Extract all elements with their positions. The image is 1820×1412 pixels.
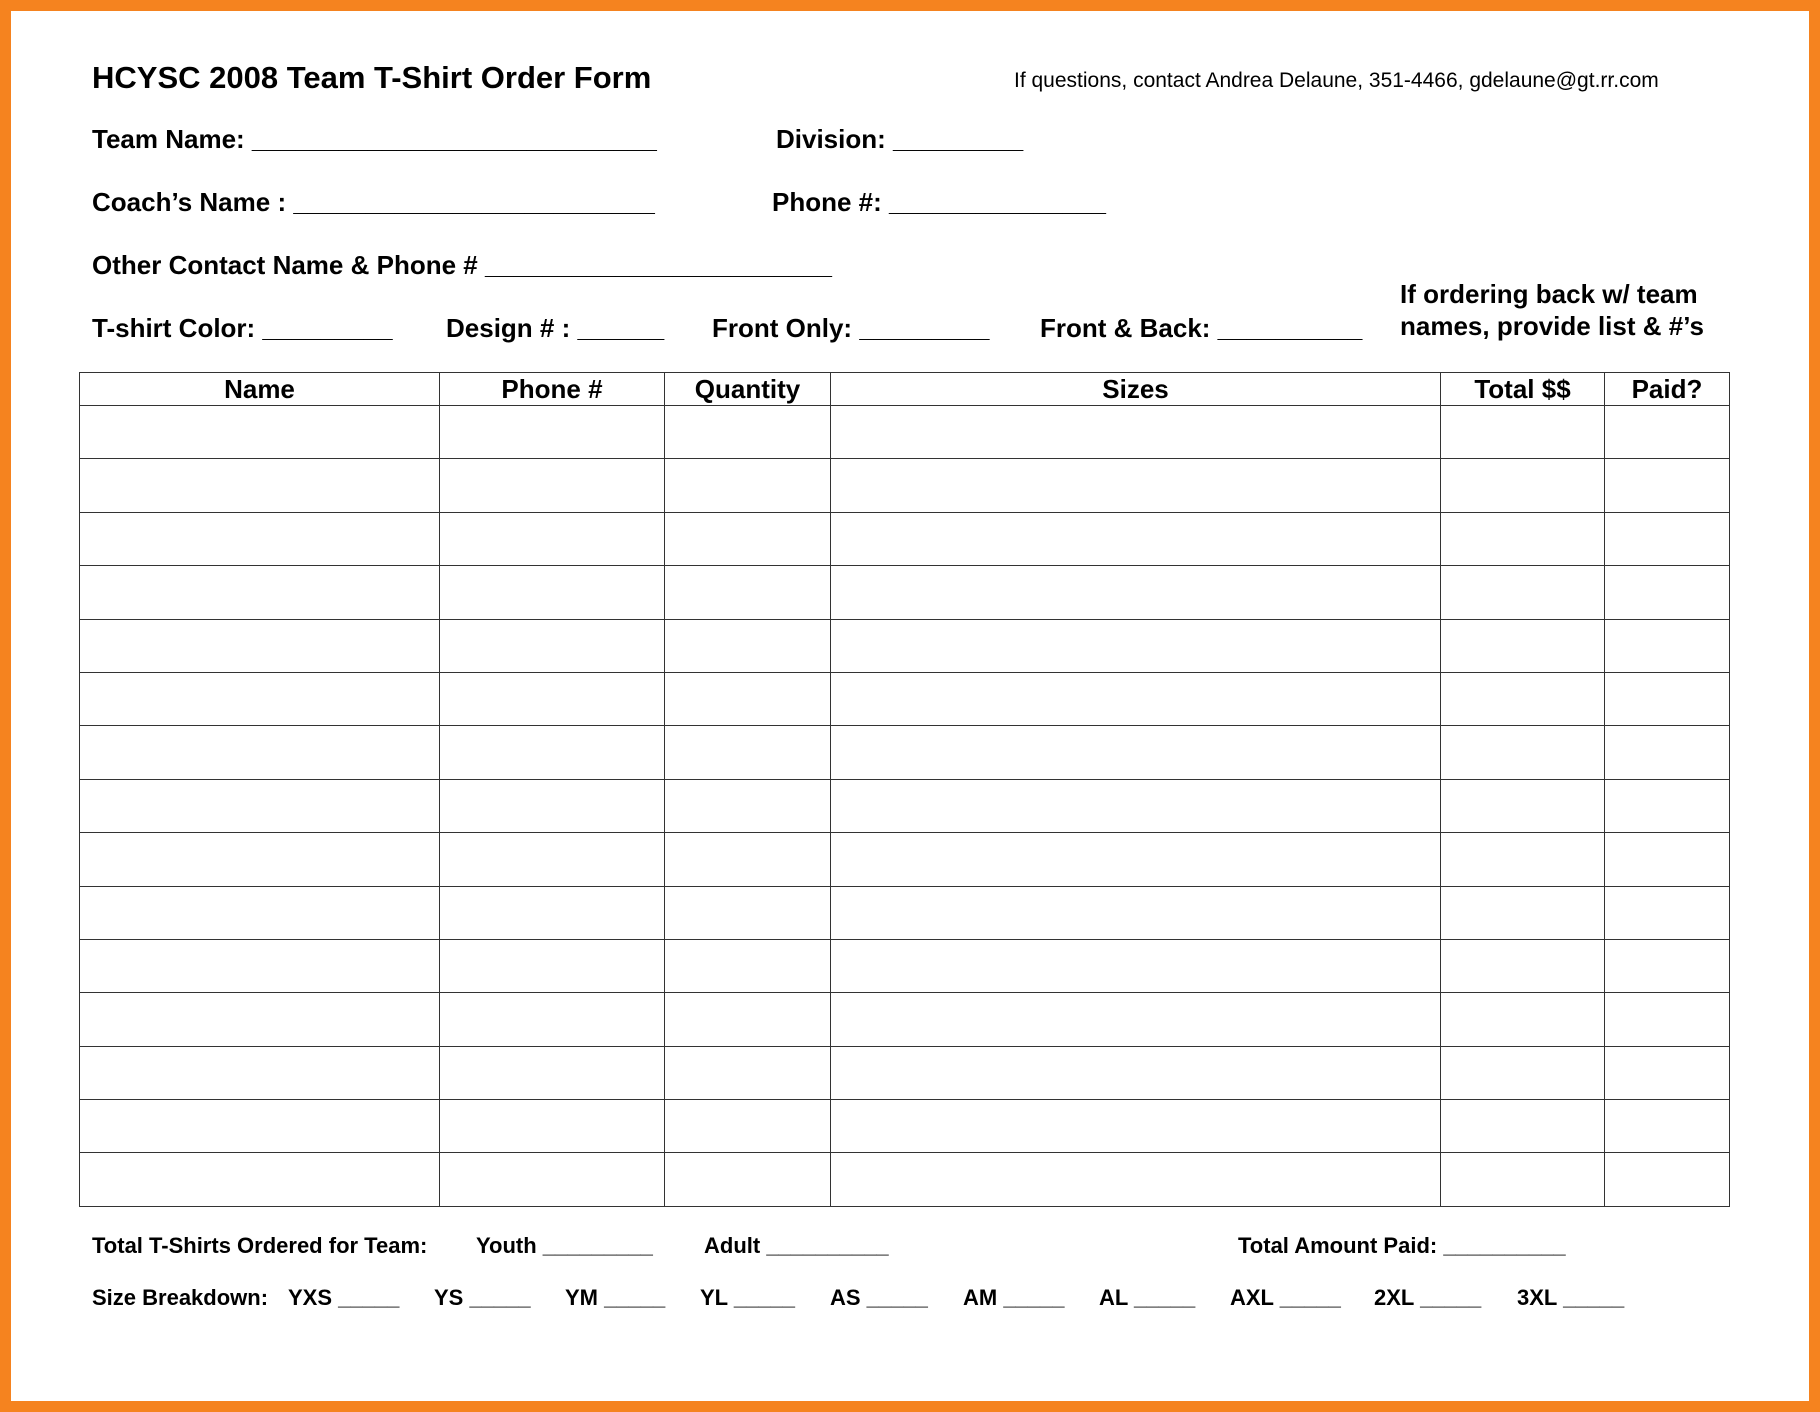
table-cell[interactable] xyxy=(80,566,440,619)
table-cell[interactable] xyxy=(440,886,665,939)
division-field[interactable]: Division: _________ xyxy=(776,124,1024,154)
table-cell[interactable] xyxy=(1441,406,1605,459)
design-field[interactable]: Design # : ______ xyxy=(446,313,665,343)
size-3xl-field[interactable]: 3XL _____ xyxy=(1517,1285,1625,1310)
size-am-field[interactable]: AM _____ xyxy=(963,1285,1065,1310)
column-header-name: Name xyxy=(80,373,440,406)
table-cell[interactable] xyxy=(665,619,831,672)
table-cell[interactable] xyxy=(440,619,665,672)
table-cell[interactable] xyxy=(1441,726,1605,779)
coach-name-field[interactable]: Coach’s Name : _________________________ xyxy=(92,187,655,217)
table-row xyxy=(80,1100,1730,1153)
total-amount-paid-field[interactable]: Total Amount Paid: __________ xyxy=(1238,1233,1566,1258)
team-name-field[interactable]: Team Name: ____________________________ xyxy=(92,124,657,154)
table-cell[interactable] xyxy=(1605,726,1730,779)
table-cell[interactable] xyxy=(80,1046,440,1099)
table-cell[interactable] xyxy=(80,726,440,779)
size-yl-field[interactable]: YL _____ xyxy=(700,1285,796,1310)
table-cell[interactable] xyxy=(831,886,1441,939)
table-cell[interactable] xyxy=(665,672,831,725)
size-ym-field[interactable]: YM _____ xyxy=(565,1285,666,1310)
table-cell[interactable] xyxy=(80,779,440,832)
contact-info: If questions, contact Andrea Delaune, 351-4466, gdelaune@gt.rr.com xyxy=(1014,69,1659,92)
table-cell[interactable] xyxy=(1441,566,1605,619)
form-title: HCYSC 2008 Team T-Shirt Order Form xyxy=(92,60,652,95)
table-cell[interactable] xyxy=(1605,406,1730,459)
table-cell[interactable] xyxy=(1441,459,1605,512)
table-cell[interactable] xyxy=(665,459,831,512)
table-row xyxy=(80,566,1730,619)
table-cell[interactable] xyxy=(80,993,440,1046)
table-cell[interactable] xyxy=(831,619,1441,672)
table-cell[interactable] xyxy=(1605,672,1730,725)
table-cell[interactable] xyxy=(80,459,440,512)
table-cell[interactable] xyxy=(1605,779,1730,832)
other-contact-field[interactable]: Other Contact Name & Phone # ________________________ xyxy=(92,250,832,280)
table-row xyxy=(80,939,1730,992)
table-cell[interactable] xyxy=(1605,993,1730,1046)
adult-total-field[interactable]: Adult __________ xyxy=(704,1233,889,1258)
table-cell[interactable] xyxy=(440,566,665,619)
total-ordered-label: Total T-Shirts Ordered for Team: xyxy=(92,1233,428,1258)
table-cell[interactable] xyxy=(80,833,440,886)
table-cell[interactable] xyxy=(1441,619,1605,672)
table-cell[interactable] xyxy=(80,406,440,459)
phone-field[interactable]: Phone #: _______________ xyxy=(772,187,1106,217)
table-cell[interactable] xyxy=(440,779,665,832)
table-cell[interactable] xyxy=(1441,1046,1605,1099)
table-row xyxy=(80,1046,1730,1099)
table-cell[interactable] xyxy=(1441,512,1605,565)
size-al-field[interactable]: AL _____ xyxy=(1099,1285,1196,1310)
table-cell[interactable] xyxy=(831,993,1441,1046)
table-cell[interactable] xyxy=(440,459,665,512)
table-cell[interactable] xyxy=(665,566,831,619)
table-cell[interactable] xyxy=(1605,939,1730,992)
table-row xyxy=(80,726,1730,779)
table-cell[interactable] xyxy=(1441,672,1605,725)
size-ys-field[interactable]: YS _____ xyxy=(434,1285,531,1310)
table-cell[interactable] xyxy=(440,1153,665,1207)
table-cell[interactable] xyxy=(831,672,1441,725)
table-cell[interactable] xyxy=(1441,939,1605,992)
table-row xyxy=(80,1153,1730,1207)
column-header-total: Total $$ xyxy=(1441,373,1605,406)
table-row xyxy=(80,406,1730,459)
table-cell[interactable] xyxy=(665,512,831,565)
table-cell[interactable] xyxy=(831,939,1441,992)
youth-total-field[interactable]: Youth _________ xyxy=(476,1233,653,1258)
column-header-sizes: Sizes xyxy=(831,373,1441,406)
table-cell[interactable] xyxy=(831,833,1441,886)
table-cell[interactable] xyxy=(831,566,1441,619)
table-cell[interactable] xyxy=(665,1046,831,1099)
table-row xyxy=(80,672,1730,725)
table-cell[interactable] xyxy=(440,672,665,725)
table-cell[interactable] xyxy=(1441,993,1605,1046)
front-back-field[interactable]: Front & Back: __________ xyxy=(1040,313,1363,343)
table-header-row xyxy=(80,373,1730,406)
table-cell[interactable] xyxy=(831,406,1441,459)
table-cell[interactable] xyxy=(831,1153,1441,1207)
table-row xyxy=(80,779,1730,832)
table-cell[interactable] xyxy=(1441,1100,1605,1153)
table-cell[interactable] xyxy=(1605,459,1730,512)
size-axl-field[interactable]: AXL _____ xyxy=(1230,1285,1341,1310)
table-row xyxy=(80,833,1730,886)
size-as-field[interactable]: AS _____ xyxy=(830,1285,928,1310)
table-cell[interactable] xyxy=(665,939,831,992)
table-cell[interactable] xyxy=(440,1046,665,1099)
table-cell[interactable] xyxy=(1605,833,1730,886)
table-cell[interactable] xyxy=(80,619,440,672)
table-cell[interactable] xyxy=(440,1100,665,1153)
column-header-phone: Phone # xyxy=(440,373,665,406)
table-cell[interactable] xyxy=(665,993,831,1046)
table-cell[interactable] xyxy=(665,726,831,779)
table-cell[interactable] xyxy=(665,1100,831,1153)
table-cell[interactable] xyxy=(665,1153,831,1207)
table-cell[interactable] xyxy=(665,779,831,832)
table-cell[interactable] xyxy=(831,512,1441,565)
table-cell[interactable] xyxy=(831,779,1441,832)
table-row xyxy=(80,619,1730,672)
table-cell[interactable] xyxy=(1605,619,1730,672)
table-cell[interactable] xyxy=(831,1100,1441,1153)
table-cell[interactable] xyxy=(831,726,1441,779)
column-header-paid: Paid? xyxy=(1605,373,1730,406)
table-cell[interactable] xyxy=(440,939,665,992)
table-cell[interactable] xyxy=(440,512,665,565)
table-row xyxy=(80,886,1730,939)
table-cell[interactable] xyxy=(1441,886,1605,939)
table-cell[interactable] xyxy=(1605,1153,1730,1207)
order-table xyxy=(79,372,1730,1207)
table-cell[interactable] xyxy=(440,406,665,459)
table-cell[interactable] xyxy=(440,726,665,779)
size-yxs-field[interactable]: YXS _____ xyxy=(288,1285,400,1310)
table-cell[interactable] xyxy=(80,512,440,565)
table-cell[interactable] xyxy=(80,939,440,992)
table-row xyxy=(80,993,1730,1046)
table-cell[interactable] xyxy=(1441,833,1605,886)
table-cell[interactable] xyxy=(1605,1100,1730,1153)
table-cell[interactable] xyxy=(80,1100,440,1153)
table-cell[interactable] xyxy=(1441,1153,1605,1207)
front-only-field[interactable]: Front Only: _________ xyxy=(712,313,990,343)
table-cell[interactable] xyxy=(80,1153,440,1207)
table-cell[interactable] xyxy=(665,886,831,939)
table-cell[interactable] xyxy=(1605,1046,1730,1099)
table-cell[interactable] xyxy=(1605,566,1730,619)
table-cell[interactable] xyxy=(665,406,831,459)
table-row xyxy=(80,459,1730,512)
table-cell[interactable] xyxy=(831,459,1441,512)
table-cell[interactable] xyxy=(665,833,831,886)
table-cell[interactable] xyxy=(80,886,440,939)
size-breakdown-label: Size Breakdown: xyxy=(92,1285,269,1310)
table-cell[interactable] xyxy=(440,993,665,1046)
table-cell[interactable] xyxy=(1441,779,1605,832)
table-cell[interactable] xyxy=(80,672,440,725)
back-names-note: If ordering back w/ team names, provide list & #’s xyxy=(1400,279,1704,341)
size-2xl-field[interactable]: 2XL _____ xyxy=(1374,1285,1482,1310)
column-header-quantity: Quantity xyxy=(665,373,831,406)
table-cell[interactable] xyxy=(440,833,665,886)
tshirt-color-field[interactable]: T-shirt Color: _________ xyxy=(92,313,393,343)
table-row xyxy=(80,512,1730,565)
table-cell[interactable] xyxy=(1605,886,1730,939)
table-cell[interactable] xyxy=(831,1046,1441,1099)
table-cell[interactable] xyxy=(1605,512,1730,565)
